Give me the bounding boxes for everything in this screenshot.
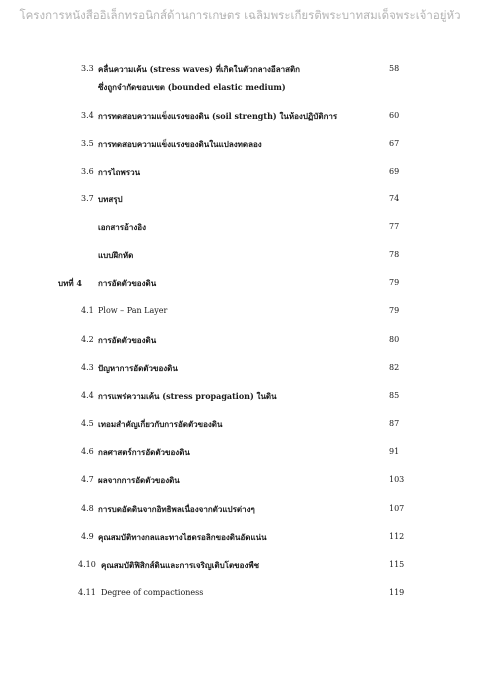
toc-entry-title: การทดสอบความแข็งแรงของดิน (soil strength) ในห้องปฏิบัติการ [98, 111, 338, 121]
toc-entry [0, 473, 480, 487]
toc-entry-number: 4.3 [81, 363, 94, 372]
toc-entry-number: 3.6 [81, 167, 94, 176]
toc-entry-title: บทสรุป [98, 194, 123, 204]
toc-entry-number: 4.2 [81, 335, 94, 344]
toc-chapter-label: บทที่ 4 [58, 278, 82, 288]
toc-entry-page: 87 [389, 419, 400, 428]
toc-entry-page: 119 [389, 588, 405, 597]
toc-entry-title: การอัดตัวของดิน [98, 335, 157, 345]
toc-entry-page: 69 [389, 167, 400, 176]
toc-entry [0, 361, 480, 375]
toc-entry-number: 3.3 [81, 64, 94, 73]
toc-entry [0, 304, 480, 318]
toc-entry [0, 248, 480, 262]
toc-entry-title: ปัญหาการอัดตัวของดิน [98, 363, 178, 373]
toc-entry-title: เทอมสำคัญเกี่ยวกับการอัดตัวของดิน [98, 419, 223, 429]
toc-entry-title: แบบฝึกหัด [98, 250, 134, 260]
toc-entry-title: การแพร่ความเค้น (stress propagation) ในดิน [98, 391, 277, 401]
toc-entry [0, 137, 480, 151]
toc-entry-title: Plow – Pan Layer [98, 306, 168, 315]
toc-entry-number: 3.5 [81, 139, 94, 148]
toc-entry [0, 62, 480, 76]
toc-entry-number: 4.6 [81, 447, 94, 456]
toc-entry [0, 530, 480, 544]
toc-entry [0, 417, 480, 431]
toc-entry-number: 4.7 [81, 475, 94, 484]
toc-entry-page: 79 [389, 306, 400, 315]
toc-entry-number: 4.4 [81, 391, 94, 400]
toc-entry [0, 192, 480, 206]
toc-entry [0, 109, 480, 123]
page-header: โครงการหนังสืออิเล็กทรอนิกส์ด้านการเกษตร เฉลิมพระเกียรติพระบาทสมเด็จพระเจ้าอยู่หัว [19, 8, 461, 22]
toc-entry-number: 4.11 [78, 588, 96, 597]
toc-entry-page: 107 [389, 504, 405, 513]
toc-chapter-title: การอัดตัวของดิน [98, 278, 157, 288]
toc-entry [0, 389, 480, 403]
toc-entry-page: 60 [389, 111, 400, 120]
toc-entry-number: 4.8 [81, 504, 94, 513]
toc-entry-page: 74 [389, 194, 400, 203]
toc-entry-number: 4.9 [81, 532, 94, 541]
toc-entry-page: 77 [389, 222, 400, 231]
toc-entry-page: 112 [389, 532, 405, 541]
toc-entry [0, 586, 480, 600]
toc-entry [0, 558, 480, 572]
toc-entry-title: คุณสมบัติฟิสิกส์ดินและการเจริญเติบโตของพืช [101, 560, 260, 570]
toc-entry [0, 333, 480, 347]
toc-entry-title: คลื่นความเค้น (stress waves) ที่เกิดในตัวกลางอีลาสติก [98, 64, 301, 74]
toc-entry-page: 67 [389, 139, 400, 148]
toc-entry-title: การไถพรวน [98, 167, 141, 177]
toc-entry [0, 220, 480, 234]
toc-entry-number: 4.10 [78, 560, 96, 569]
toc-entry [0, 502, 480, 516]
toc-entry-number: 4.1 [81, 306, 94, 315]
toc-entry-page: 58 [389, 64, 400, 73]
toc-entry-page: 103 [389, 475, 405, 484]
toc-entry-title: Degree of compactioness [101, 588, 204, 597]
toc-entry-page: 80 [389, 335, 400, 344]
toc-entry [0, 445, 480, 459]
toc-entry-continuation [0, 80, 480, 94]
toc-entry-title: กลศาสตร์การอัดตัวของดิน [98, 447, 190, 457]
toc-entry-title: ผลจากการอัดตัวของดิน [98, 475, 180, 485]
toc-entry-title: การบดอัดดินจากอิทธิพลเนื่องจากตัวแปรต่างๆ [98, 504, 255, 514]
toc-entry-title: เอกสารอ้างอิง [98, 222, 146, 232]
toc-entry [0, 165, 480, 179]
toc-entry-title: การทดสอบความแข็งแรงของดินในแปลงทดลอง [98, 139, 262, 149]
toc-entry-number: 3.4 [81, 111, 94, 120]
toc-entry-page: 91 [389, 447, 400, 456]
toc-entry-page: 82 [389, 363, 400, 372]
toc-entry-number: 3.7 [81, 194, 94, 203]
toc-entry-page: 85 [389, 391, 400, 400]
toc-entry-page: 79 [389, 278, 400, 287]
toc-entry-page: 78 [389, 250, 400, 259]
toc-chapter [0, 276, 480, 290]
toc-entry-page: 115 [389, 560, 405, 569]
toc-entry-title-line2: ซึ่งถูกจำกัดขอบเขต (bounded elastic medium) [98, 82, 286, 92]
toc-entry-number: 4.5 [81, 419, 94, 428]
toc-entry-title: คุณสมบัติทางกลและทางไฮดรอลิกของดินอัดแน่น [98, 532, 267, 542]
